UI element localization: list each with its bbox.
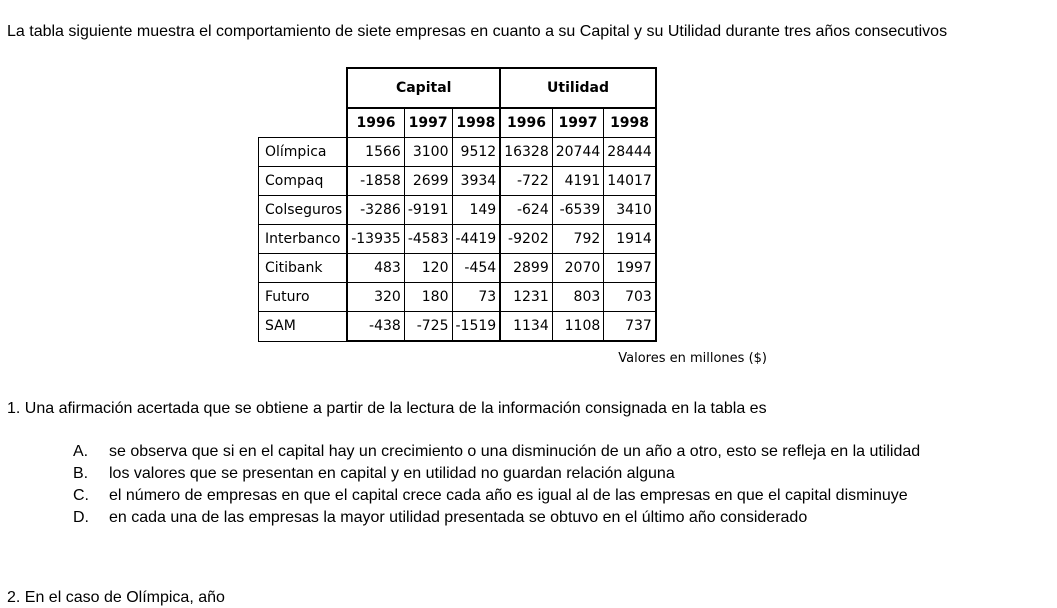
capital-value-cell: -4419 [452, 225, 500, 254]
company-name-cell: Olímpica [259, 138, 348, 167]
utilidad-value-cell: 3410 [604, 196, 656, 225]
next-question-partial: 2. En el caso de Olímpica, año [7, 589, 225, 606]
year-header: 1996 [500, 108, 552, 138]
option-text: el número de empresas en que el capital crece cada año es igual al de las empresas en que el capital disminuye [109, 487, 908, 504]
utilidad-value-cell: 1134 [500, 312, 552, 342]
answer-options [73, 443, 1018, 531]
year-header: 1998 [452, 108, 500, 138]
utilidad-value-cell: 4191 [552, 167, 604, 196]
utilidad-value-cell: 1231 [500, 283, 552, 312]
option-a[interactable] [73, 443, 1018, 460]
capital-value-cell: -9191 [404, 196, 452, 225]
capital-value-cell: 149 [452, 196, 500, 225]
year-header: 1998 [604, 108, 656, 138]
capital-value-cell: -3286 [347, 196, 404, 225]
option-text: en cada una de las empresas la mayor utilidad presentada se obtuvo en el último año considerado [109, 509, 808, 526]
empty-corner-cell [259, 68, 348, 108]
capital-value-cell: 320 [347, 283, 404, 312]
utilidad-value-cell: -9202 [500, 225, 552, 254]
utilidad-value-cell: 2070 [552, 254, 604, 283]
utilidad-value-cell: 1108 [552, 312, 604, 342]
capital-value-cell: -438 [347, 312, 404, 342]
capital-value-cell: 9512 [452, 138, 500, 167]
company-name-cell: SAM [259, 312, 348, 342]
utilidad-value-cell: 14017 [604, 167, 656, 196]
utilidad-value-cell: 803 [552, 283, 604, 312]
company-name-cell: Compaq [259, 167, 348, 196]
company-name-cell: Futuro [259, 283, 348, 312]
intro-paragraph: La tabla siguiente muestra el comportamiento de siete empresas en cuanto a su Capital y su Utilidad durante tres años consecutivos [7, 23, 948, 40]
option-letter: A. [73, 443, 89, 460]
question-text: 1. Una afirmación acertada que se obtiene a partir de la lectura de la información consignada en la tabla es [7, 400, 767, 417]
capital-value-cell: -454 [452, 254, 500, 283]
utilidad-value-cell: 703 [604, 283, 656, 312]
table-row [259, 254, 656, 283]
capital-value-cell: -13935 [347, 225, 404, 254]
capital-value-cell: -1858 [347, 167, 404, 196]
capital-value-cell: 1566 [347, 138, 404, 167]
year-header: 1997 [552, 108, 604, 138]
empty-corner-cell [259, 108, 348, 138]
option-letter: D. [73, 509, 89, 526]
capital-value-cell: 3934 [452, 167, 500, 196]
capital-value-cell: 483 [347, 254, 404, 283]
capital-value-cell: 180 [404, 283, 452, 312]
option-d[interactable] [73, 509, 1018, 526]
table-year-header-row [259, 108, 656, 138]
company-name-cell: Colseguros [259, 196, 348, 225]
option-b[interactable] [73, 465, 1018, 482]
option-text: los valores que se presentan en capital y en utilidad no guardan relación alguna [109, 465, 675, 482]
utilidad-value-cell: 737 [604, 312, 656, 342]
utilidad-value-cell: 1914 [604, 225, 656, 254]
utilidad-value-cell: 28444 [604, 138, 656, 167]
companies-table [258, 67, 657, 342]
year-header: 1997 [404, 108, 452, 138]
capital-value-cell: -1519 [452, 312, 500, 342]
option-c[interactable] [73, 487, 1018, 504]
utilidad-value-cell: 792 [552, 225, 604, 254]
table-row [259, 196, 656, 225]
capital-value-cell: 3100 [404, 138, 452, 167]
capital-group-header: Capital [347, 68, 500, 108]
year-header: 1996 [347, 108, 404, 138]
capital-value-cell: 73 [452, 283, 500, 312]
capital-value-cell: 120 [404, 254, 452, 283]
company-name-cell: Citibank [259, 254, 348, 283]
table-row [259, 167, 656, 196]
table-row [259, 283, 656, 312]
option-letter: B. [73, 465, 89, 482]
utilidad-value-cell: -722 [500, 167, 552, 196]
utilidad-value-cell: -624 [500, 196, 552, 225]
utilidad-group-header: Utilidad [500, 68, 656, 108]
capital-value-cell: -4583 [404, 225, 452, 254]
table-row [259, 312, 656, 342]
capital-value-cell: -725 [404, 312, 452, 342]
utilidad-value-cell: 2899 [500, 254, 552, 283]
utilidad-value-cell: 20744 [552, 138, 604, 167]
table-group-header-row [259, 68, 656, 108]
table-caption: Valores en millones ($) [618, 351, 767, 366]
capital-value-cell: 2699 [404, 167, 452, 196]
option-text: se observa que si en el capital hay un crecimiento o una disminución de un año a otro, esto se refleja en la utilidad [109, 443, 921, 460]
option-letter: C. [73, 487, 89, 504]
table-row [259, 138, 656, 167]
table-row [259, 225, 656, 254]
utilidad-value-cell: -6539 [552, 196, 604, 225]
utilidad-value-cell: 16328 [500, 138, 552, 167]
company-name-cell: Interbanco [259, 225, 348, 254]
utilidad-value-cell: 1997 [604, 254, 656, 283]
